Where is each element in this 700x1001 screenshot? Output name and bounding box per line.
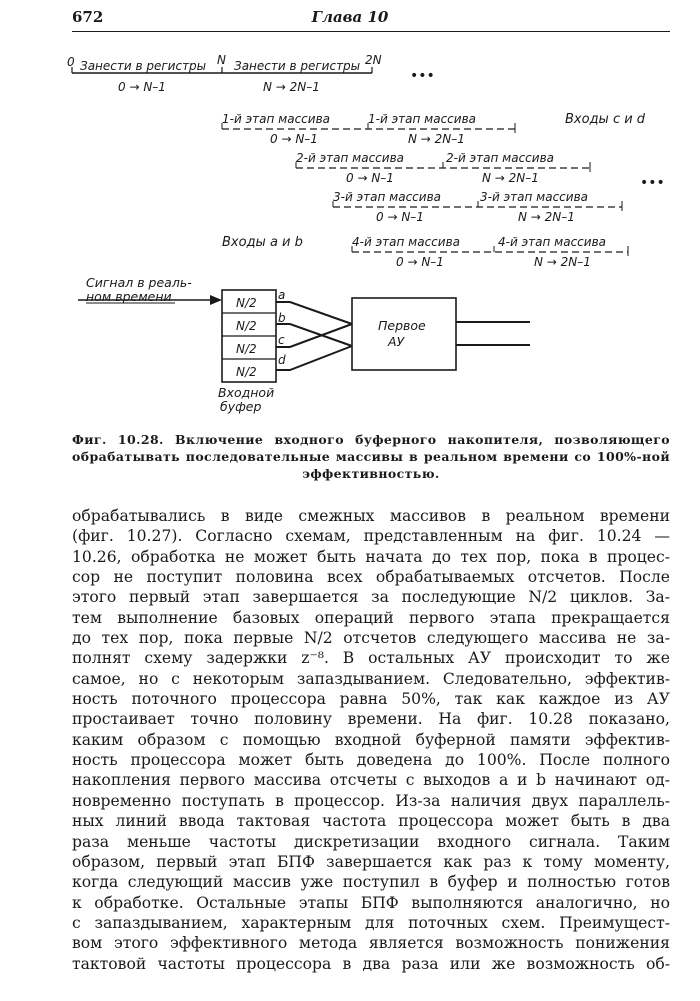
buffer-cell-1: N/2 — [236, 296, 257, 310]
buffer-to-au-lines — [276, 302, 352, 370]
stage-label: 2-й этап массива — [446, 151, 554, 165]
marker-n: N — [217, 53, 226, 67]
chapter-title: Глава 10 — [311, 8, 389, 26]
body-line: тем выполнение базовых операций первого этапа прекращается — [72, 608, 670, 627]
buffer-cell-2: N/2 — [236, 319, 257, 333]
stage-range: N → 2N–1 — [518, 210, 575, 224]
figure-diagram — [0, 0, 700, 425]
body-line: вом этого эффективного метода является возможность понижения — [72, 934, 670, 953]
body-line: ных линий ввода тактовая частота процессора может быть в два — [72, 812, 670, 831]
ellipsis-top: ••• — [410, 68, 435, 84]
register-range-left: 0 → N–1 — [118, 80, 166, 94]
body-line: полнят схему задержки z⁻⁸. В остальных АУ происходит то же — [72, 649, 670, 668]
buffer-label-line2: буфер — [220, 399, 262, 414]
body-line: новременно поступать в процессор. Из-за наличия двух параллель- — [72, 791, 670, 810]
register-load-row — [67, 53, 435, 94]
stage-range: N → 2N–1 — [534, 255, 591, 269]
marker-zero: 0 — [67, 55, 75, 69]
buffer-cell-4: N/2 — [236, 365, 257, 379]
ellipsis-right: ••• — [640, 175, 665, 191]
stage-range: 0 → N–1 — [346, 171, 394, 185]
page-number: 672 — [72, 8, 104, 26]
output-label-d: d — [278, 353, 286, 367]
body-line: самое, но с некоторым запаздыванием. Следовательно, эффектив- — [72, 669, 670, 688]
au-label-line2: АУ — [388, 334, 405, 349]
body-line: простаивает точно половину времени. На фиг. 10.28 показано, — [72, 710, 670, 729]
stage-range: 0 → N–1 — [396, 255, 444, 269]
output-label-a: a — [278, 288, 286, 302]
caption-line: Фиг. 10.28. Включение входного буферного накопителя, позволяющего — [72, 432, 670, 447]
body-line: раза меньше частоты дискретизации входного сигнала. Таким — [72, 832, 670, 851]
signal-label-line2: ном времени — [86, 289, 172, 304]
stage-range: 0 → N–1 — [376, 210, 424, 224]
caption-line: обрабатывать последовательные массивы в реальном времени со 100%-ной — [72, 449, 670, 464]
signal-arrow-head — [210, 295, 222, 305]
stage-label: 2-й этап массива — [296, 151, 404, 165]
stage-row-2 — [296, 151, 590, 185]
inputs-cd-label: Входы с и d — [565, 112, 646, 127]
buffer-cell-3: N/2 — [236, 342, 257, 356]
register-range-right: N → 2N–1 — [263, 80, 320, 94]
body-line: с запаздыванием, характерным для поточных схем. Преимущест- — [72, 913, 670, 932]
body-text — [72, 506, 670, 974]
output-label-b: b — [278, 311, 286, 325]
stage-range: N → 2N–1 — [482, 171, 539, 185]
stage-label: 3-й этап массива — [480, 190, 588, 204]
body-line: накопления первого массива отсчеты с выходов а и b начинают од- — [72, 771, 670, 790]
stage-row-3 — [333, 190, 622, 224]
caption-line: эффективностью. — [302, 466, 440, 481]
body-line: обрабатывались в виде смежных массивов в реальном времени — [72, 507, 670, 525]
stage-label: 3-й этап массива — [333, 190, 441, 204]
stage-range: N → 2N–1 — [408, 132, 465, 146]
input-buffer — [218, 288, 286, 414]
body-line: тактовой частоты процессора в два раза или же возможность об- — [72, 954, 670, 973]
stage-label: 4-й этап массива — [352, 235, 460, 249]
inputs-ab-label: Входы а и b — [222, 235, 303, 250]
stage-row-4 — [352, 235, 628, 269]
stage-label: 1-й этап массива — [368, 112, 476, 126]
body-line: до тех пор, пока первые N/2 отсчетов следующего массива не за- — [72, 629, 670, 648]
au-label-line1: Первое — [378, 318, 426, 333]
body-line: когда следующий массив уже поступил в буфер и полностью готов — [72, 873, 670, 892]
line-c — [276, 324, 352, 347]
line-d — [276, 346, 352, 370]
stage-label: 1-й этап массива — [222, 112, 330, 126]
body-line: сор не поступит половина всех обрабатываемых отсчетов. После — [72, 568, 670, 587]
figure-caption — [72, 431, 670, 482]
body-line: 10.26, обработка не может быть начата до тех пор, пока в процес- — [72, 547, 670, 566]
marker-2n: 2N — [365, 53, 382, 67]
stage-row-1 — [222, 112, 515, 146]
output-label-c: c — [278, 333, 285, 347]
body-line: образом, первый этап БПФ завершается как раз к тому моменту, — [72, 852, 670, 871]
signal-label-line1: Сигнал в реаль- — [86, 275, 192, 290]
body-line: ность поточного процессора равна 50%, так как каждое из АУ — [72, 690, 670, 709]
stage-label: 4-й этап массива — [498, 235, 606, 249]
stage-range: 0 → N–1 — [270, 132, 318, 146]
body-line: этого первый этап завершается за последующие N/2 циклов. За- — [72, 588, 670, 607]
register-label-right: Занести в регистры — [234, 59, 361, 73]
body-line: (фиг. 10.27). Согласно схемам, представленным на фиг. 10.24 — — [72, 527, 670, 546]
line-a — [276, 302, 352, 324]
body-line: к обработке. Остальные этапы БПФ выполняются аналогично, но — [72, 893, 670, 912]
buffer-label-line1: Входной — [218, 385, 275, 400]
body-line: ность процессора может быть доведена до 100%. После полного — [72, 751, 670, 770]
body-line: каким образом с помощью входной буферной памяти эффектив- — [72, 730, 670, 749]
register-label-left: Занести в регистры — [80, 59, 207, 73]
